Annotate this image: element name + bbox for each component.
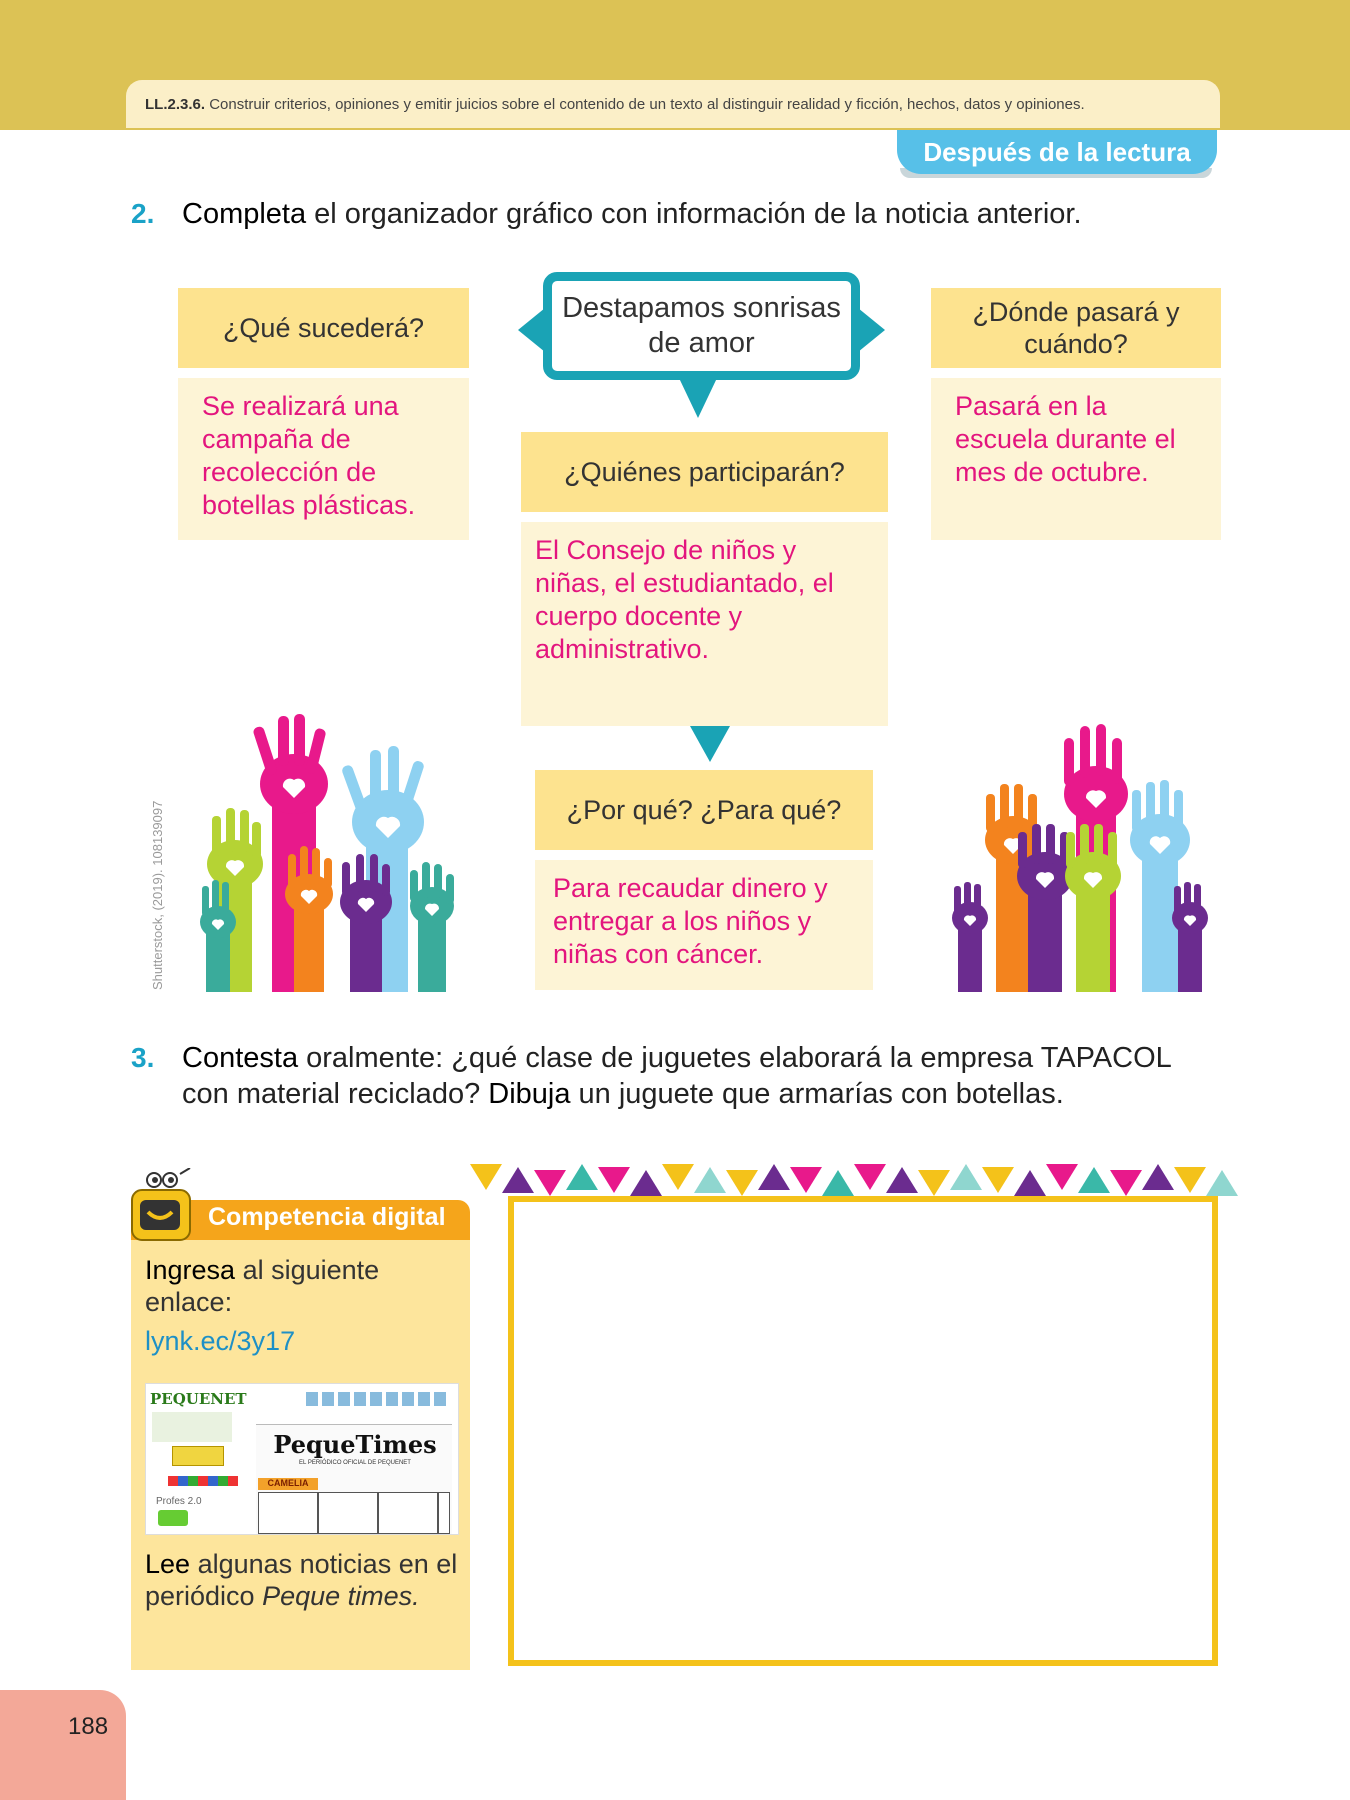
who-answer-box: El Consejo de niños y niñas, el estudiantado, el cuerpo docente y administrativo.: [521, 522, 888, 726]
question-2-rest: el organizador gráfico con información de la noticia anterior.: [306, 198, 1082, 230]
organizer-center-title: Destapamos sonrisas de amor: [543, 272, 860, 380]
question-2-verb: Completa: [182, 198, 307, 230]
question-3-verb-1: Contesta: [182, 1042, 299, 1074]
screenshot-search-button: [172, 1446, 224, 1466]
bunting-triangle: [1078, 1167, 1110, 1193]
bunting-triangle: [918, 1170, 950, 1196]
what-answer-box: Se realizará una campaña de recolección de botellas plásticas.: [178, 378, 469, 540]
why-answer-box: Para recaudar dinero y entregar a los niños y niñas con cáncer.: [535, 860, 873, 990]
what-question-box: ¿Qué sucederá?: [178, 288, 469, 368]
page-number: 188: [68, 1713, 109, 1740]
bunting-triangle: [630, 1170, 662, 1196]
hand-purple-small-left: [952, 882, 988, 992]
standard-description: Construir criterios, opiniones y emitir juicios sobre el contenido de un texto al distinguir realidad y ficción, hechos, datos y opiniones.: [209, 96, 1085, 113]
raised-hands-illustration-right: [948, 722, 1212, 992]
bunting-triangle: [598, 1167, 630, 1193]
bunting-triangle: [982, 1167, 1014, 1193]
screenshot-side-label: Profes 2.0: [156, 1496, 202, 1507]
website-screenshot-thumbnail: [145, 1383, 459, 1535]
drawing-area[interactable]: [508, 1196, 1218, 1666]
bunting-triangle: [1046, 1164, 1078, 1190]
bunting-triangle: [726, 1170, 758, 1196]
connector-right-arrow: [858, 308, 885, 352]
bunting-triangle: [1110, 1170, 1142, 1196]
screenshot-social-icons: [168, 1476, 238, 1486]
bunting-triangle: [694, 1167, 726, 1193]
screenshot-banner-strip: [306, 1392, 446, 1406]
screenshot-masthead: PequeTimes: [273, 1430, 437, 1459]
question-2-number: 2.: [131, 198, 155, 229]
caption-verb: Lee: [145, 1549, 191, 1579]
bunting-triangle: [790, 1167, 822, 1193]
question-3-part-1: oralmente: ¿qué clase de juguetes elaborará la empresa TAPACOL con material reciclado?: [182, 1042, 1171, 1110]
section-tag: Después de la lectura: [897, 130, 1217, 174]
screenshot-subtitle: EL PERIÓDICO OFICIAL DE PEQUENET: [299, 1460, 411, 1466]
screenshot-comic-strip: [258, 1492, 450, 1534]
bunting-triangle: [502, 1167, 534, 1193]
bunting-triangle: [1174, 1167, 1206, 1193]
bunting-triangle: [662, 1164, 694, 1190]
caption-italic: Peque times.: [262, 1581, 420, 1611]
hand-green-right: [410, 862, 454, 992]
bunting-triangle: [950, 1164, 982, 1190]
bunting-triangle: [534, 1170, 566, 1196]
bunting-triangle: [854, 1164, 886, 1190]
image-credit: Shutterstock, (2019). 108139097: [150, 800, 165, 990]
digital-instructions: al siguiente enlace:: [145, 1255, 380, 1317]
standard-code: LL.2.3.6.: [145, 96, 206, 113]
bunting-triangle: [1014, 1170, 1046, 1196]
bunting-triangle: [822, 1170, 854, 1196]
connector-down-arrow-1: [679, 378, 717, 418]
screenshot-side-button: [158, 1510, 188, 1526]
bunting-triangle: [566, 1164, 598, 1190]
raised-hands-illustration-left: [196, 712, 460, 992]
question-3-number: 3.: [131, 1042, 155, 1073]
screenshot-comic-title: CAMELIA: [258, 1478, 318, 1490]
bunting-triangle: [470, 1164, 502, 1190]
screenshot-logo-panel: [152, 1412, 232, 1442]
bunting-triangle: [886, 1167, 918, 1193]
connector-down-arrow-2: [690, 726, 730, 762]
digital-verb: Ingresa: [145, 1255, 236, 1285]
digital-competence-text: [145, 1254, 455, 1318]
digital-competence-title: Competencia digital: [208, 1203, 446, 1231]
robot-mascot-icon: [124, 1168, 204, 1246]
question-3-text: [182, 1040, 1222, 1112]
bunting-triangle: [1206, 1170, 1238, 1196]
digital-caption: [145, 1548, 460, 1612]
page-number-tab: [0, 1690, 126, 1800]
where-answer-box: Pasará en la escuela durante el mes de octubre.: [931, 378, 1221, 540]
screenshot-logo: PEQUENET: [150, 1390, 247, 1408]
bunting-triangle: [1142, 1164, 1174, 1190]
question-3-part-2: un juguete que armarías con botellas.: [570, 1078, 1064, 1110]
why-question-box: ¿Por qué? ¿Para qué?: [535, 770, 873, 850]
bunting-triangle: [758, 1164, 790, 1190]
question-3-verb-2: Dibuja: [488, 1078, 571, 1110]
connector-left-arrow: [518, 308, 545, 352]
caption-text: algunas noticias en el periódico: [145, 1549, 458, 1611]
who-question-box: ¿Quiénes participarán?: [521, 432, 888, 512]
where-question-box: ¿Dónde pasará y cuándo?: [931, 288, 1221, 368]
digital-link[interactable]: lynk.ec/3y17: [145, 1326, 296, 1356]
